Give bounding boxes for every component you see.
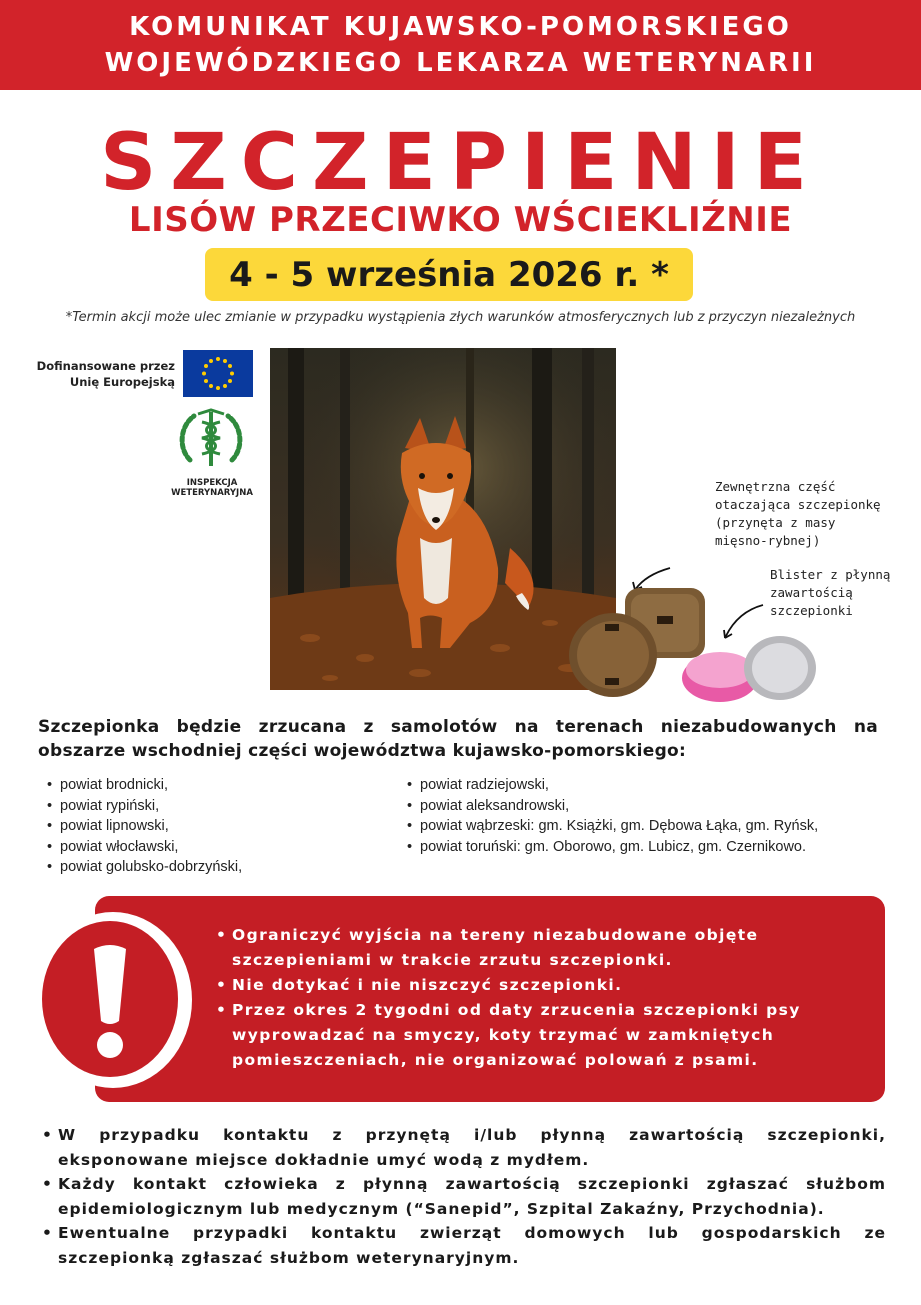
- county-item: • powiat aleksandrowski,: [406, 796, 818, 817]
- bait-outer-note: [715, 478, 915, 550]
- header-line-2: WOJEWÓDZKIEGO LEKARZA WETERYNARII: [104, 48, 817, 78]
- contact-item: • W przypadku kontaktu z przynętą i/lub płynną zawartością szczepionki, eksponowane miejsce dokładnie umyć wodą z mydłem.: [42, 1123, 886, 1172]
- county-item: • powiat lipnowski,: [46, 816, 242, 837]
- county-item: • powiat rypiński,: [46, 796, 242, 817]
- vaccine-bait-illustration: [565, 560, 830, 710]
- main-title: SZCZEPIENIE: [100, 118, 821, 208]
- eu-funding-label: [30, 358, 175, 390]
- warning-item: • Ograniczyć wyjścia na tereny niezabudowane objęte szczepieniami w trakcie zrzutu szczepionki.: [216, 923, 856, 973]
- note-blister-line: szczepionki: [770, 603, 853, 618]
- header-line-1: KOMUNIKAT KUJAWSKO-POMORSKIEGO: [129, 12, 792, 42]
- veterinary-inspection-emblem-icon: [176, 408, 246, 474]
- county-list-left: [46, 775, 242, 878]
- county-item: • powiat włocławski,: [46, 837, 242, 858]
- note-blister-line: Blister z płynną: [770, 567, 891, 582]
- note-outer-line: mięsno-rybnej): [715, 533, 821, 548]
- county-item: • powiat toruński: gm. Oborowo, gm. Lubicz, gm. Czernikowo.: [406, 837, 818, 858]
- footnote: *Termin akcji może ulec zmianie w przypadku wystąpienia złych warunków atmosferycznych lub z przyczyn niezależnych: [65, 310, 856, 325]
- inspection-line-2: WETERYNARYJNA: [171, 488, 253, 498]
- inspection-label: [160, 478, 264, 498]
- note-outer-line: (przynęta z masy: [715, 515, 836, 530]
- drop-area-heading: Szczepionka będzie zrzucana z samolotów na terenach niezabudowanych na obszarze wschodniej części województwa kujawsko-pomorskiego:: [38, 717, 878, 761]
- contact-item: • Ewentualne przypadki kontaktu zwierząt domowych lub gospodarskich ze szczepionką zgłaszać służbom weterynaryjnym.: [42, 1221, 886, 1270]
- county-item: • powiat golubsko-dobrzyński,: [46, 857, 242, 878]
- warning-list: [216, 923, 856, 1073]
- inspection-line-1: INSPEKCJA: [186, 478, 238, 488]
- note-blister-line: zawartością: [770, 585, 853, 600]
- date-text: 4 - 5 września 2026 r. *: [229, 254, 669, 295]
- contact-item: • Każdy kontakt człowieka z płynną zawartością szczepionki zgłaszać służbom epidemiologicznym lub medycznym (“Sanepid”, Szpital Zakaźny, Przychodnia).: [42, 1172, 886, 1221]
- contact-instructions: [42, 1123, 886, 1270]
- county-item: • powiat brodnicki,: [46, 775, 242, 796]
- eu-label-line-1: Dofinansowane przez: [36, 359, 175, 373]
- subtitle: LISÓW PRZECIWKO WŚCIEKLIŹNIE: [128, 200, 793, 240]
- warning-item: • Przez okres 2 tygodni od daty zrzucenia szczepionki psy wyprowadzać na smyczy, koty trzymać w zamkniętych pomieszczeniach, nie organizować polowań z psami.: [216, 998, 856, 1073]
- eu-label-line-2: Unię Europejską: [69, 375, 175, 389]
- date-banner: [205, 248, 693, 301]
- county-item: • powiat wąbrzeski: gm. Książki, gm. Dębowa Łąka, gm. Ryńsk,: [406, 816, 818, 837]
- note-outer-line: otaczająca szczepionkę: [715, 497, 881, 512]
- county-list-right: [406, 775, 818, 857]
- header-band: [0, 0, 921, 90]
- eu-flag-icon: [183, 350, 253, 397]
- county-item: • powiat radziejowski,: [406, 775, 818, 796]
- exclamation-icon: [42, 921, 178, 1077]
- note-outer-line: Zewnętrzna część: [715, 479, 836, 494]
- warning-item: • Nie dotykać i nie niszczyć szczepionki.: [216, 973, 856, 998]
